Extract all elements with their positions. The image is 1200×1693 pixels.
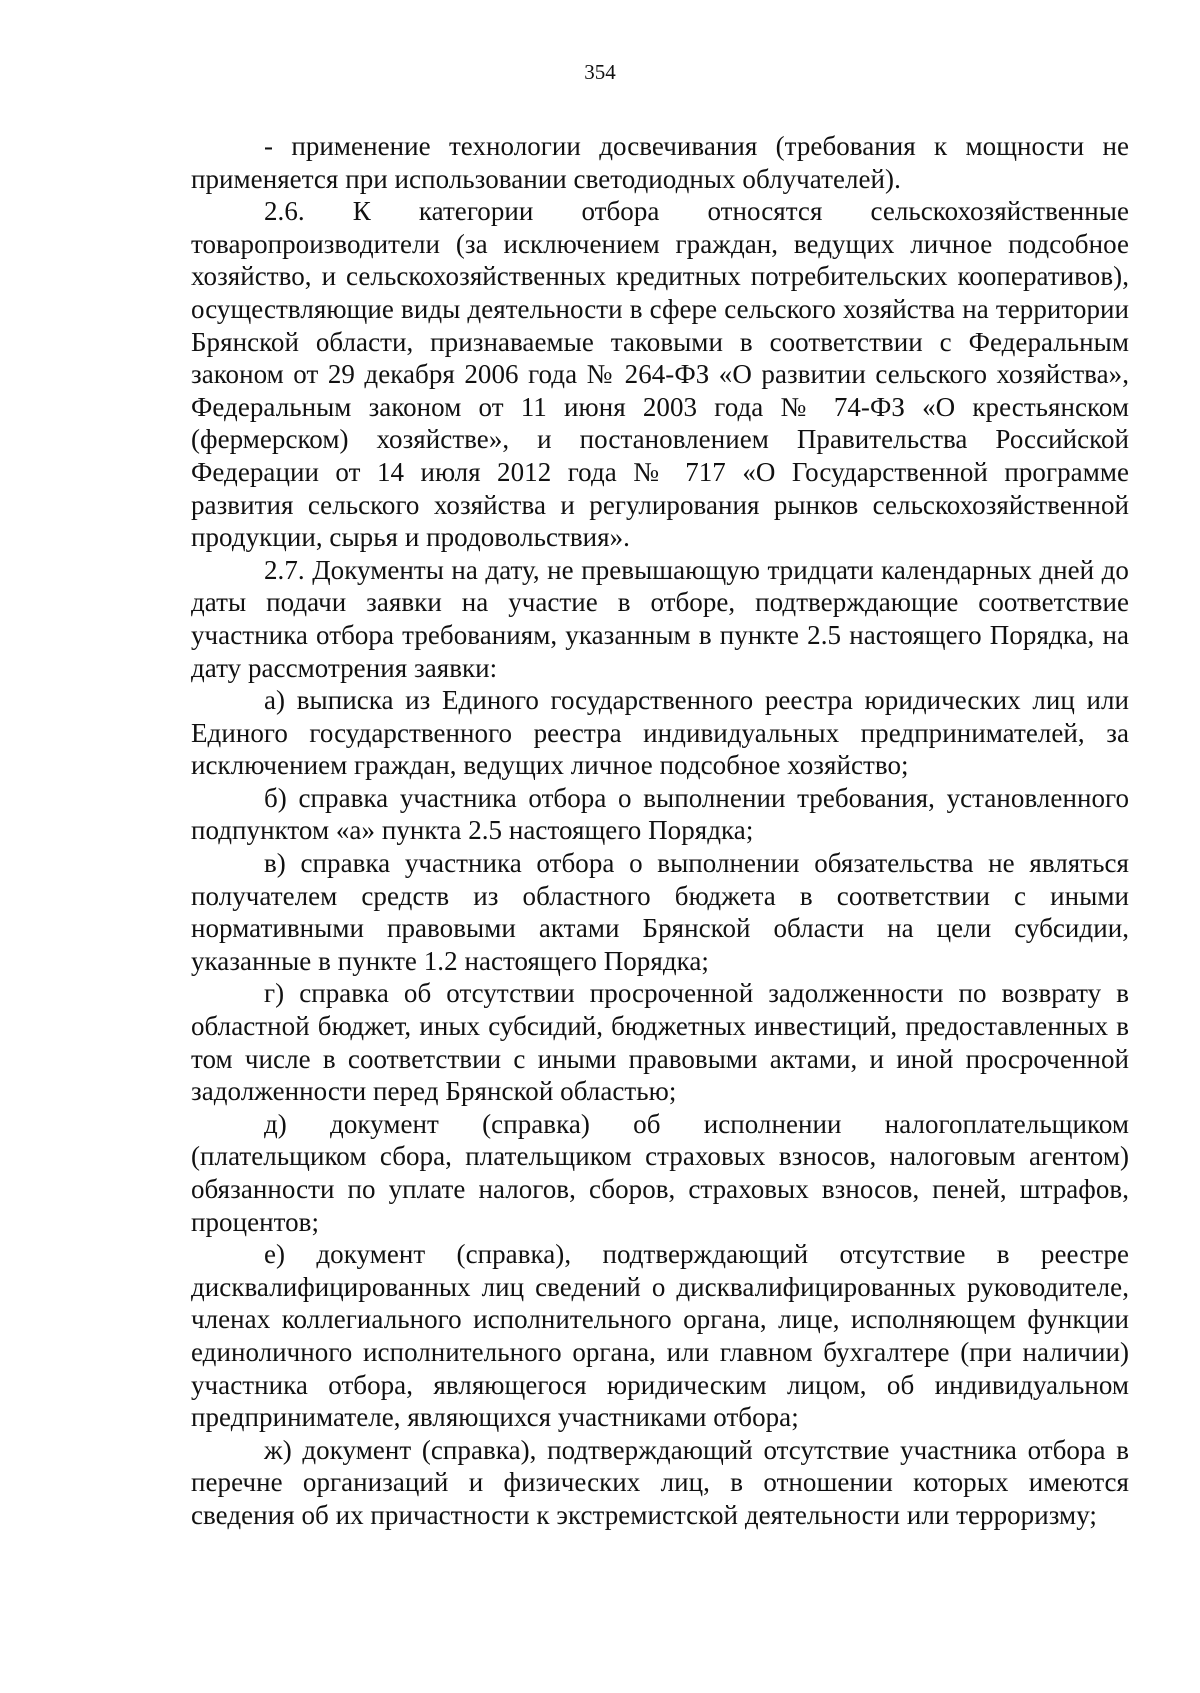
list-item-v-obligation-certificate: в) справка участника отбора о выполнении обязательства не являться получателем средств из областного бюджета в соответствии с иными нормативными правовыми актами Брянской области на цели субсидии, указанные в пункте 1.2 настоящего Порядка; bbox=[191, 848, 1129, 976]
paragraph-2-6-selection-category: 2.6. К категории отбора относятся сельскохозяйственные товаропроизводители (за исключением граждан, ведущих личное подсобное хозяйство, и сельскохозяйственных кредитных потребительских кооперативов), осуществляющие виды деятельности в сфере сельского хозяйства на территории Брянской области, признаваемые таковыми в соответствии с Федеральным законом от 29 декабря 2006 года № 264-ФЗ «О развитии сельского хозяйства», Федеральным законом от 11 июня 2003 года № 74-ФЗ «О крестьянском (фермерском) хозяйстве», и постановлением Правительства Российской Федерации от 14 июля 2012 года № 717 «О Государственной программе развития сельского хозяйства и регулирования рынков сельскохозяйственной продукции, сырья и продовольствия». bbox=[191, 196, 1129, 553]
document-body bbox=[191, 130, 1129, 1532]
paragraph-led-lighting-note: - применение технологии досвечивания (требования к мощности не применяется при использовании светодиодных облучателей). bbox=[191, 131, 1129, 194]
list-item-g-debt-certificate: г) справка об отсутствии просроченной задолженности по возврату в областной бюджет, иных субсидий, бюджетных инвестиций, предоставленных в том числе в соответствии с иными правовыми актами, и иной просроченной задолженности перед Брянской областью; bbox=[191, 978, 1129, 1107]
page-number: 354 bbox=[584, 60, 616, 84]
list-item-d-tax-certificate: д) документ (справка) об исполнении налогоплательщиком (плательщиком сбора, плательщиком страховых взносов, налоговым агентом) обязанности по уплате налогов, сборов, страховых взносов, пеней, штрафов, процентов; bbox=[191, 1108, 1129, 1237]
list-item-a-egrul-extract: а) выписка из Единого государственного реестра юридических лиц или Единого государственного реестра индивидуальных предпринимателей, за исключением граждан, ведущих личное подсобное хозяйство; bbox=[191, 685, 1129, 781]
paragraph-2-7-documents: 2.7. Документы на дату, не превышающую тридцати календарных дней до даты подачи заявки на участие в отборе, подтверждающие соответствие участника отбора требованиям, указанным в пункте 2.5 настоящего Порядка, на дату рассмотрения заявки: bbox=[191, 554, 1129, 683]
list-item-e-disqualification-certificate: е) документ (справка), подтверждающий отсутствие в реестре дисквалифицированных лиц сведений о дисквалифицированных руководителе, членах коллегиального исполнительного органа, лице, исполняющем функции единоличного исполнительного органа, или главном бухгалтере (при наличии) участника отбора, являющегося юридическим лицом, об индивидуальном предпринимателе, являющихся участниками отбора; bbox=[191, 1239, 1129, 1433]
list-item-b-requirement-certificate: б) справка участника отбора о выполнении требования, установленного подпунктом «а» пункта 2.5 настоящего Порядка; bbox=[191, 782, 1129, 846]
list-item-zh-extremism-certificate: ж) документ (справка), подтверждающий отсутствие участника отбора в перечне организаций и физических лиц, в отношении которых имеются сведения об их причастности к экстремистской деятельности или терроризму; bbox=[191, 1434, 1129, 1530]
